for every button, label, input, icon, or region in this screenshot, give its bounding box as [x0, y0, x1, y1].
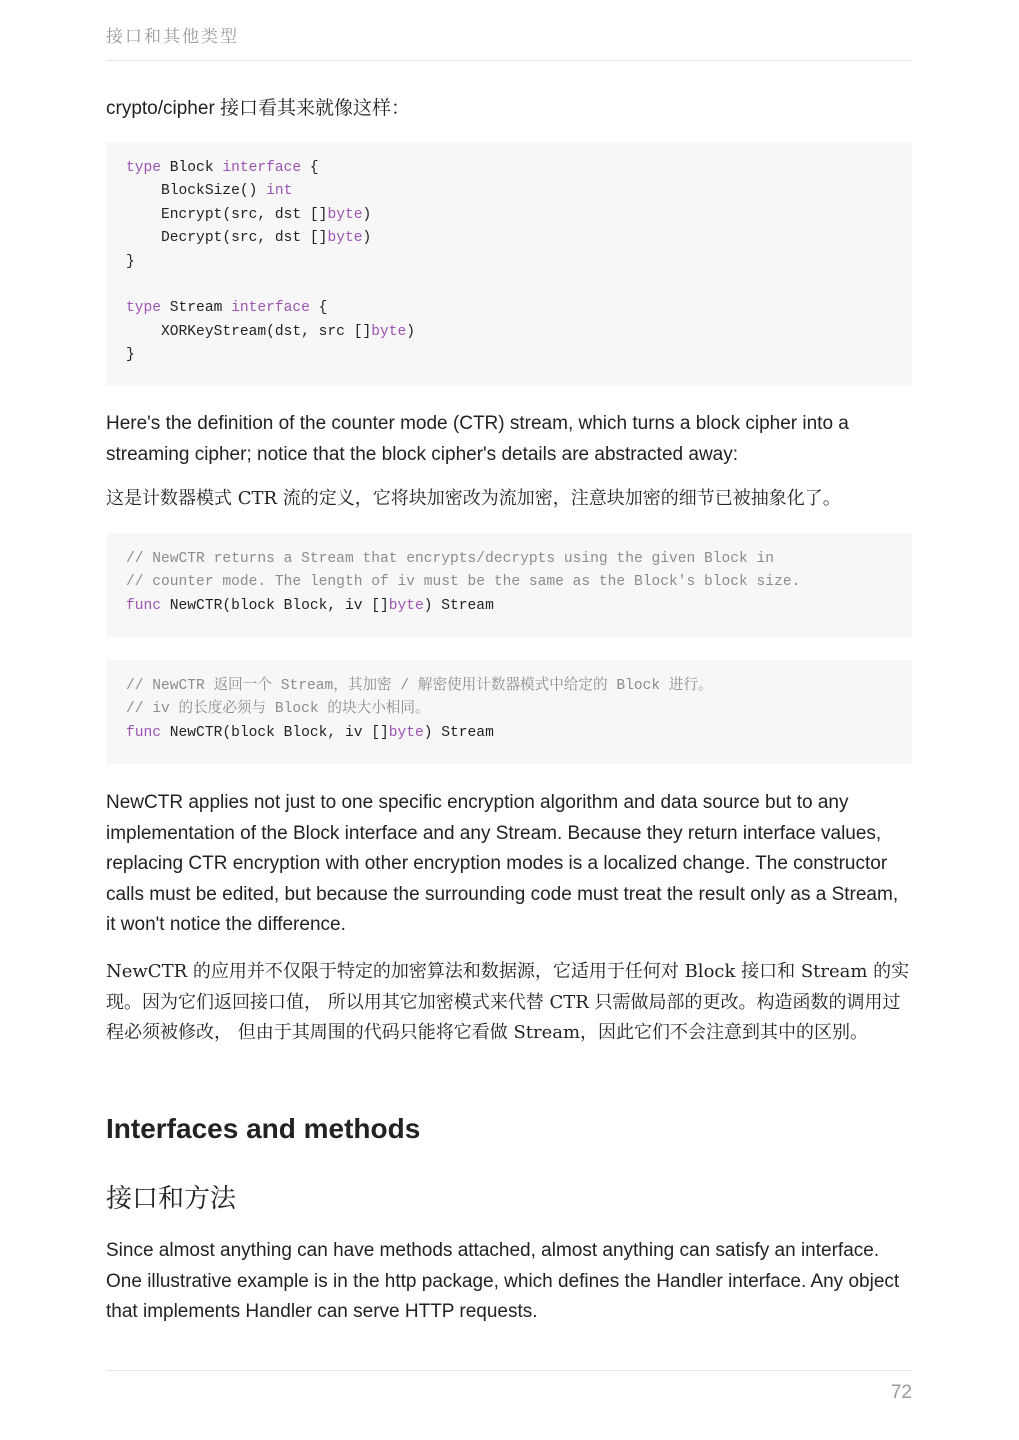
code-keyword: byte	[388, 724, 424, 741]
paragraph-ctr-en: Here's the definition of the counter mode (CTR) stream, which turns a block cipher into a streaming cipher; notice that the block cipher's details are abstracted away:	[106, 413, 849, 465]
code-text: )	[362, 206, 372, 223]
code-keyword: byte	[388, 597, 424, 614]
code-text: Decrypt(src, dst []	[126, 230, 328, 247]
code-line	[126, 698, 892, 721]
code-line	[126, 157, 892, 180]
code-text: NewCTR(block Block, iv []	[161, 724, 389, 741]
footer-divider	[106, 1370, 912, 1371]
code-keyword: byte	[371, 323, 407, 340]
code-text: ) Stream	[423, 597, 494, 614]
code-line	[126, 344, 892, 367]
running-header: 接口和其他类型	[106, 27, 239, 47]
code-keyword: interface	[222, 160, 302, 176]
code-block-newctr-zh	[106, 660, 912, 764]
code-text: BlockSize()	[126, 183, 267, 200]
code-line	[126, 595, 892, 618]
code-line	[126, 722, 892, 745]
code-line	[126, 251, 892, 274]
code-text: Stream	[161, 300, 232, 317]
code-keyword: byte	[327, 230, 363, 247]
code-keyword: type	[126, 160, 162, 176]
code-line	[126, 274, 892, 297]
paragraph-methods-en: Since almost anything can have methods attached, almost anything can satisfy an interface. One illustrative example is in the http package, which defines the Handler interface. Any object that implements Handler can serve HTTP requests.	[106, 1240, 900, 1323]
code-comment: // NewCTR 返回一个 Stream，其加密 / 解密使用计数器模式中给定的 Block 进行。	[126, 678, 713, 694]
section-heading-zh: 接口和方法	[106, 1184, 237, 1214]
code-text: XORKeyStream(dst, src []	[126, 323, 372, 340]
code-text: }	[126, 347, 135, 364]
paragraph-newctr-en: NewCTR applies not just to one specific encryption algorithm and data source but to any implementation of the Block interface and any Stream. Because they return interface values, replacing CTR encryption with other encryption modes is a localized change. The constructor calls must be edited, but because the surrounding code must treat the result only as a Stream, it won't notice the difference.	[106, 792, 899, 936]
code-text: )	[362, 230, 372, 247]
code-block-newctr-en	[106, 533, 912, 637]
code-comment: // iv 的长度必须与 Block 的块大小相同。	[126, 701, 430, 718]
code-text: Block	[161, 160, 223, 176]
code-comment: // counter mode. The length of iv must be the same as the Block's block size.	[126, 574, 801, 591]
code-line	[126, 548, 892, 571]
paragraph-newctr-zh: NewCTR 的应用并不仅限于特定的加密算法和数据源，它适用于任何对 Block 接口和 Stream 的实现。因为它们返回接口值， 所以用其它加密模式来代替 CTR 只需做局部的更改。构造函数的调用过程必须被修改， 但由于其周围的代码只能将它看做 Stream，因此它们不会注意到其中的区别。	[106, 961, 910, 1044]
code-text: }	[126, 253, 135, 270]
header-divider	[106, 60, 912, 61]
paragraph-ctr-zh: 这是计数器模式 CTR 流的定义，它将块加密改为流加密，注意块加密的细节已被抽象化了。	[106, 488, 841, 509]
code-keyword: type	[126, 300, 162, 317]
page-number: 72	[890, 1382, 912, 1403]
code-keyword: interface	[231, 300, 310, 317]
code-text: )	[406, 323, 416, 340]
code-comment: // NewCTR returns a Stream that encrypts/decrypts using the given Block in	[126, 551, 775, 567]
code-keyword: int	[266, 183, 293, 200]
code-line	[126, 321, 892, 344]
code-keyword: func	[126, 597, 162, 614]
code-line	[126, 180, 892, 203]
code-line	[126, 204, 892, 227]
code-text: NewCTR(block Block, iv []	[161, 597, 389, 614]
code-line	[126, 227, 892, 250]
section-heading-en: Interfaces and methods	[106, 1113, 421, 1144]
code-keyword: func	[126, 724, 162, 741]
code-block-interfaces	[106, 142, 912, 386]
code-text: {	[301, 160, 319, 176]
intro-paragraph: crypto/cipher 接口看其来就像这样：	[106, 98, 411, 119]
code-text: ) Stream	[423, 724, 494, 741]
code-line	[126, 571, 892, 594]
code-line	[126, 675, 892, 698]
code-text: {	[309, 300, 328, 317]
code-keyword: byte	[327, 206, 363, 223]
code-text: Encrypt(src, dst []	[126, 206, 328, 223]
code-line	[126, 297, 892, 320]
